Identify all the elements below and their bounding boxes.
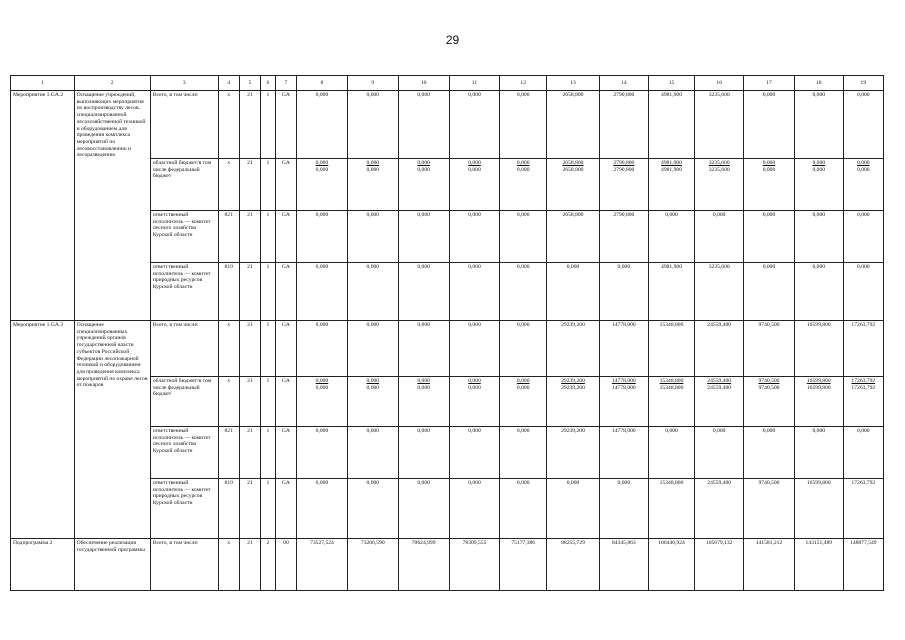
code-cell: GA: [275, 211, 296, 263]
amount-cell: 4981,900: [648, 263, 695, 321]
amount-cell: 0,000: [843, 427, 883, 479]
column-header: 1: [11, 76, 75, 91]
amount-federal: 29239,200: [561, 384, 585, 391]
amount-cell: 0,000: [843, 263, 883, 321]
amount-cell: 70624,999: [398, 539, 449, 591]
amount-cell: 0,000: [347, 211, 398, 263]
amount-cell: [398, 159, 449, 211]
amount-cell: 0,000: [500, 211, 547, 263]
amount-cell: 2658,800: [547, 91, 600, 159]
amount-cell: 0,000: [297, 321, 348, 377]
code-cell: x: [218, 321, 239, 377]
amount-cell: 0,000: [744, 91, 795, 159]
funding-source-cell: областной бюджет/в том числе федеральный бюджет: [150, 159, 218, 211]
amount-cell: 0,000: [744, 211, 795, 263]
funding-source-cell: ответственный исполнитель — комитет лесного хозяйства Курской области: [150, 427, 218, 479]
amount-federal: 2790,800: [613, 166, 635, 173]
amount-cell: 0,000: [695, 211, 744, 263]
amount-regional: 16599,800: [806, 378, 831, 384]
amount-regional: 24559,400: [707, 378, 732, 384]
code-cell: 21: [239, 427, 260, 479]
column-header: 14: [599, 76, 648, 91]
amount-cell: 0,000: [648, 211, 695, 263]
amount-cell: [648, 159, 695, 211]
funding-source-cell: ответственный исполнитель — комитет лесного хозяйства Курской области: [150, 211, 218, 263]
code-cell: 1: [261, 91, 276, 159]
code-cell: 1: [261, 159, 276, 211]
code-cell: GA: [275, 479, 296, 539]
code-cell: GA: [275, 159, 296, 211]
amount-cell: [648, 377, 695, 427]
activity-name-cell: Оснащение специализированных учреждений органов государственной власти субъектов Российской Федерации лесопожарной техникой и оборудованием для проведения комплекса мероприятий по охране лесов от пожаров: [74, 321, 150, 539]
activity-name-cell: Обеспечение реализации государственной программы: [74, 539, 150, 591]
amount-federal: 0,000: [315, 384, 329, 391]
amount-cell: 14778,000: [599, 321, 648, 377]
amount-cell: [695, 159, 744, 211]
amount-federal: 15348,800: [659, 384, 684, 391]
amount-cell: 0,000: [297, 263, 348, 321]
amount-cell: 9740,500: [744, 479, 795, 539]
code-cell: x: [218, 539, 239, 591]
code-cell: 21: [239, 211, 260, 263]
amount-cell: 0,000: [744, 427, 795, 479]
amount-cell: 0,000: [500, 321, 547, 377]
amount-regional: 0,000: [417, 160, 430, 166]
table-row: [11, 321, 884, 377]
column-header: 11: [449, 76, 500, 91]
header-row: [11, 76, 884, 91]
amount-cell: 0,000: [449, 263, 500, 321]
amount-cell: 0,000: [794, 263, 843, 321]
amount-cell: [449, 159, 500, 211]
amount-cell: 0,000: [347, 91, 398, 159]
amount-cell: 16599,800: [794, 479, 843, 539]
code-cell: x: [218, 377, 239, 427]
code-cell: 21: [239, 91, 260, 159]
amount-federal: 2658,800: [562, 166, 584, 173]
table-row: [11, 539, 884, 591]
amount-cell: 15348,800: [648, 479, 695, 539]
amount-cell: 2790,800: [599, 211, 648, 263]
amount-cell: 17263,792: [843, 321, 883, 377]
funding-source-cell: Всего, в том числе:: [150, 321, 218, 377]
amount-federal: 24559,400: [707, 384, 732, 391]
amount-cell: 0,000: [500, 91, 547, 159]
amount-cell: 24559,400: [695, 321, 744, 377]
amount-cell: 16599,800: [794, 321, 843, 377]
code-cell: 21: [239, 263, 260, 321]
amount-federal: 0,000: [812, 166, 826, 173]
funding-source-cell: Всего, в том числе:: [150, 91, 218, 159]
amount-cell: 4981,900: [648, 91, 695, 159]
amount-cell: [843, 159, 883, 211]
amount-federal: 0,000: [762, 166, 776, 173]
column-header: 18: [794, 76, 843, 91]
amount-cell: [500, 377, 547, 427]
amount-federal: 16599,800: [806, 384, 831, 391]
amount-regional: 3235,600: [708, 160, 730, 166]
budget-table: [10, 75, 884, 591]
amount-cell: 0,000: [547, 263, 600, 321]
code-cell: 00: [275, 539, 296, 591]
code-cell: 821: [218, 427, 239, 479]
amount-cell: 106446,924: [648, 539, 695, 591]
column-header: 5: [239, 76, 260, 91]
amount-cell: 0,000: [297, 211, 348, 263]
amount-regional: 0,000: [315, 378, 329, 384]
amount-cell: 0,000: [843, 91, 883, 159]
code-cell: GA: [275, 91, 296, 159]
code-cell: 819: [218, 263, 239, 321]
amount-cell: [843, 377, 883, 427]
amount-cell: 0,000: [449, 427, 500, 479]
amount-federal: 0,000: [468, 384, 481, 391]
amount-regional: 2790,800: [613, 160, 635, 166]
amount-regional: 15348,800: [659, 378, 684, 384]
amount-cell: 2658,800: [547, 211, 600, 263]
code-cell: 1: [261, 263, 276, 321]
amount-cell: 0,000: [398, 321, 449, 377]
amount-regional: 0,000: [417, 378, 430, 384]
amount-cell: 0,000: [347, 321, 398, 377]
amount-federal: 0,000: [315, 166, 329, 173]
amount-cell: 0,000: [843, 211, 883, 263]
amount-cell: [500, 159, 547, 211]
amount-cell: 3235,600: [695, 91, 744, 159]
amount-cell: [794, 159, 843, 211]
amount-regional: 0,000: [516, 160, 530, 166]
column-header: 10: [398, 76, 449, 91]
amount-cell: 0,000: [398, 263, 449, 321]
amount-cell: [599, 159, 648, 211]
amount-federal: 9740,500: [758, 384, 780, 391]
code-cell: 1: [261, 321, 276, 377]
amount-regional: 29239,200: [561, 378, 585, 384]
activity-code-cell: Подпрограмма 2: [11, 539, 75, 591]
funding-source-cell: областной бюджет/в том числе федеральный бюджет: [150, 377, 218, 427]
code-cell: GA: [275, 321, 296, 377]
amount-cell: 0,000: [449, 91, 500, 159]
amount-cell: 0,000: [695, 427, 744, 479]
amount-cell: 75177,386: [500, 539, 547, 591]
activity-code-cell: Мероприятие 1.GA.2: [11, 91, 75, 321]
amount-cell: [744, 377, 795, 427]
amount-cell: 143151,489: [794, 539, 843, 591]
amount-federal: 0,000: [516, 384, 530, 391]
amount-cell: 78309,555: [449, 539, 500, 591]
amount-regional: 0,000: [366, 378, 380, 384]
amount-cell: 0,000: [744, 263, 795, 321]
code-cell: 21: [239, 159, 260, 211]
amount-cell: 29239,200: [547, 427, 600, 479]
amount-regional: 4981,900: [661, 160, 683, 166]
activity-code-cell: Мероприятие 1.GA.3: [11, 321, 75, 539]
amount-regional: 0,000: [468, 378, 481, 384]
amount-cell: 0,000: [648, 427, 695, 479]
amount-cell: 0,000: [347, 263, 398, 321]
amount-cell: 2790,800: [599, 91, 648, 159]
column-header: 15: [648, 76, 695, 91]
amount-regional: 2658,800: [562, 160, 584, 166]
amount-cell: [744, 159, 795, 211]
funding-source-cell: Всего, в том числе:: [150, 539, 218, 591]
amount-cell: 0,000: [398, 211, 449, 263]
column-header: 2: [74, 76, 150, 91]
code-cell: 2: [261, 539, 276, 591]
amount-cell: 84345,863: [599, 539, 648, 591]
column-header: 3: [150, 76, 218, 91]
activity-name-cell: Оснащение учреждений, выполняющих мероприятия по воспроизводству лесов, специализированной лесохозяйственной техникой и оборудованием для проведения комплекса мероприятий по лесовосстановлению и лесоразведению: [74, 91, 150, 321]
amount-regional: 0,000: [516, 378, 530, 384]
amount-cell: 17263,792: [843, 479, 883, 539]
amount-federal: 0,000: [516, 166, 530, 173]
amount-cell: [347, 377, 398, 427]
funding-source-cell: ответственный исполнитель — комитет природных ресурсов Курской области: [150, 479, 218, 539]
code-cell: 21: [239, 539, 260, 591]
code-cell: 21: [239, 377, 260, 427]
amount-cell: 0,000: [297, 479, 348, 539]
amount-regional: 0,000: [762, 160, 776, 166]
amount-cell: 73206,590: [347, 539, 398, 591]
column-header: 9: [347, 76, 398, 91]
amount-federal: 0,000: [857, 166, 870, 173]
column-header: 12: [500, 76, 547, 91]
amount-federal: 0,000: [417, 166, 430, 173]
amount-cell: 148877,549: [843, 539, 883, 591]
amount-regional: 0,000: [468, 160, 481, 166]
amount-cell: 3235,600: [695, 263, 744, 321]
amount-federal: 14778,000: [611, 384, 636, 391]
amount-cell: 29239,200: [547, 321, 600, 377]
amount-regional: 14778,000: [611, 378, 636, 384]
code-cell: 21: [239, 321, 260, 377]
code-cell: 1: [261, 427, 276, 479]
amount-cell: 141581,212: [744, 539, 795, 591]
amount-cell: 0,000: [794, 427, 843, 479]
amount-cell: [297, 377, 348, 427]
code-cell: 1: [261, 479, 276, 539]
amount-cell: 0,000: [449, 479, 500, 539]
code-cell: GA: [275, 377, 296, 427]
amount-cell: 0,000: [794, 211, 843, 263]
amount-cell: 15348,800: [648, 321, 695, 377]
amount-cell: [547, 159, 600, 211]
amount-cell: 0,000: [794, 91, 843, 159]
column-header: 8: [297, 76, 348, 91]
column-header: 7: [275, 76, 296, 91]
column-header: 13: [547, 76, 600, 91]
amount-cell: 0,000: [599, 263, 648, 321]
amount-cell: 0,000: [297, 91, 348, 159]
amount-cell: 0,000: [500, 263, 547, 321]
code-cell: GA: [275, 263, 296, 321]
amount-federal: 17263,792: [851, 384, 876, 391]
amount-regional: 0,000: [366, 160, 380, 166]
amount-cell: [398, 377, 449, 427]
column-header: 17: [744, 76, 795, 91]
code-cell: GA: [275, 427, 296, 479]
code-cell: 821: [218, 211, 239, 263]
amount-cell: 0,000: [297, 427, 348, 479]
amount-federal: 0,000: [366, 166, 380, 173]
amount-federal: 3235,600: [708, 166, 730, 173]
amount-cell: 0,000: [398, 479, 449, 539]
amount-cell: [297, 159, 348, 211]
amount-cell: 0,000: [347, 427, 398, 479]
amount-federal: 0,000: [417, 384, 430, 391]
amount-cell: 0,000: [449, 321, 500, 377]
table-row: [11, 91, 884, 159]
amount-regional: 0,000: [812, 160, 826, 166]
amount-cell: 105679,132: [695, 539, 744, 591]
column-header: 4: [218, 76, 239, 91]
table-body: [11, 91, 884, 591]
amount-cell: 24559,400: [695, 479, 744, 539]
amount-regional: 9740,500: [758, 378, 780, 384]
amount-federal: 0,000: [366, 384, 380, 391]
amount-cell: 88255,729: [547, 539, 600, 591]
amount-cell: 73527,524: [297, 539, 348, 591]
amount-cell: [547, 377, 600, 427]
amount-cell: 0,000: [500, 427, 547, 479]
amount-cell: [449, 377, 500, 427]
code-cell: 21: [239, 479, 260, 539]
amount-cell: 0,000: [398, 91, 449, 159]
amount-regional: 0,000: [857, 160, 870, 166]
amount-cell: 0,000: [398, 427, 449, 479]
amount-cell: [599, 377, 648, 427]
code-cell: 1: [261, 211, 276, 263]
code-cell: x: [218, 91, 239, 159]
column-header: 16: [695, 76, 744, 91]
code-cell: 819: [218, 479, 239, 539]
code-cell: 1: [261, 377, 276, 427]
amount-cell: [347, 159, 398, 211]
funding-source-cell: ответственный исполнитель — комитет природных ресурсов Курской области: [150, 263, 218, 321]
amount-cell: 9740,500: [744, 321, 795, 377]
amount-cell: [794, 377, 843, 427]
amount-cell: 0,000: [500, 479, 547, 539]
amount-cell: 0,000: [547, 479, 600, 539]
column-header: 19: [843, 76, 883, 91]
code-cell: x: [218, 159, 239, 211]
amount-federal: 0,000: [468, 166, 481, 173]
amount-federal: 4981,900: [661, 166, 683, 173]
amount-regional: 0,000: [315, 160, 329, 166]
amount-regional: 17263,792: [851, 378, 876, 384]
amount-cell: 14778,000: [599, 427, 648, 479]
column-header: 6: [261, 76, 276, 91]
amount-cell: 0,000: [599, 479, 648, 539]
page-number: 29: [445, 33, 460, 47]
amount-cell: 0,000: [449, 211, 500, 263]
amount-cell: [695, 377, 744, 427]
amount-cell: 0,000: [347, 479, 398, 539]
